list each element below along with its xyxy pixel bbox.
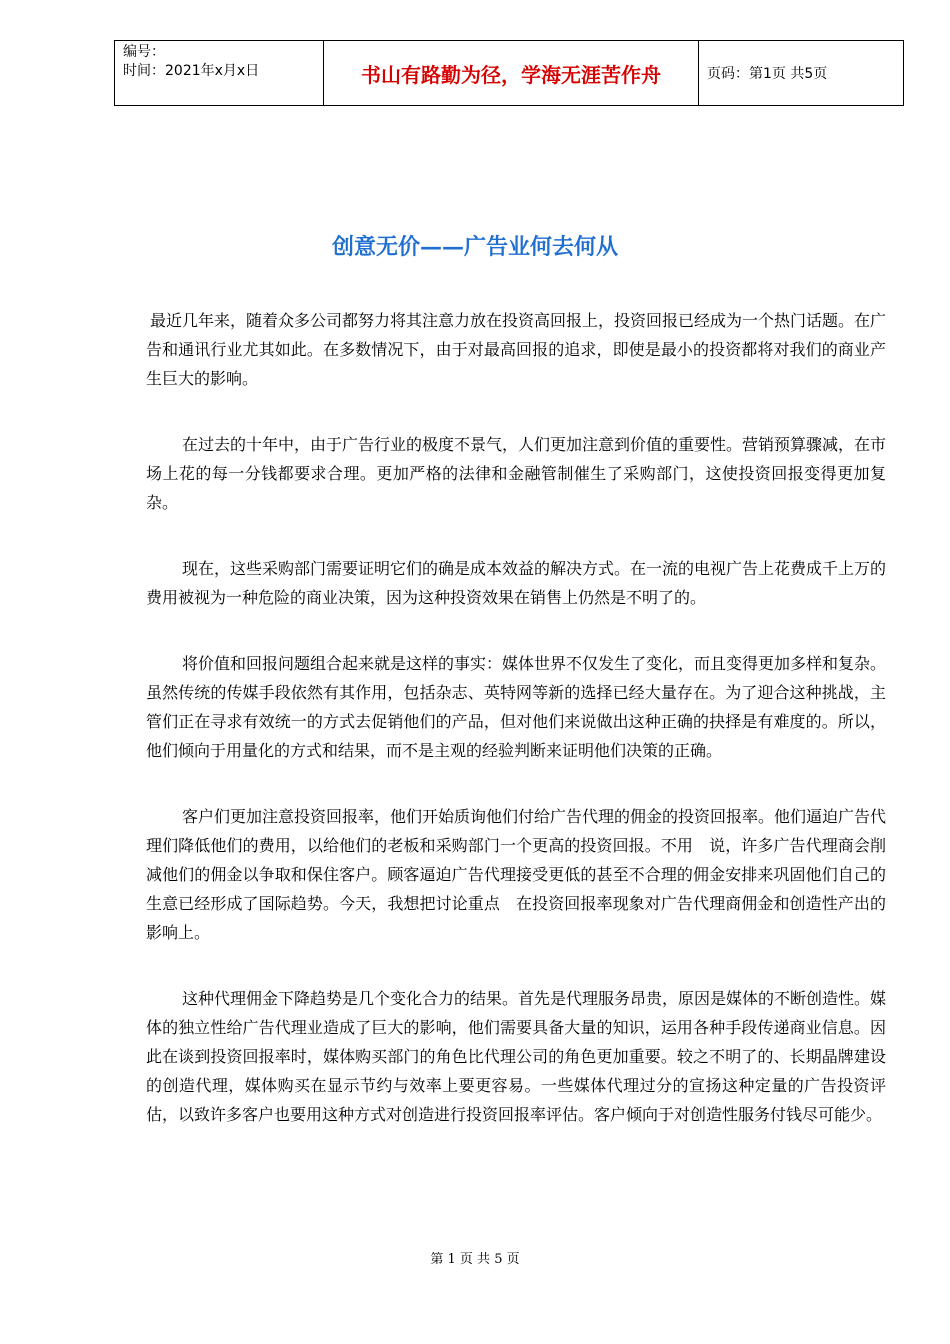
header-table: [114, 40, 904, 106]
document-body: [146, 306, 886, 1166]
paragraph-1: 最近几年来，随着众多公司都努力将其注意力放在投资高回报上，投资回报已经成为一个热门话题。在广告和通讯行业尤其如此。在多数情况下，由于对最高回报的追求，即使是最小的投资都将对我们的商业产生巨大的影响。: [146, 311, 887, 388]
paragraph-5: 客户们更加注意投资回报率，他们开始质询他们付给广告代理的佣金的投资回报率。他们逼迫广告代理们降低他们的费用，以给他们的老板和采购部门一个更高的投资回报。不用 说，许多广告代理商会削减他们的佣金以争取和保住客户。顾客逼迫广告代理接受更低的甚至不合理的佣金安排来巩固他们自己的生意已经形成了国际趋势。今天，我想把讨论重点 在投资回报率现象对广告代理商佣金和创造性产出的影响上。: [146, 807, 887, 942]
paragraph-6: 这种代理佣金下降趋势是几个变化合力的结果。首先是代理服务昂贵，原因是媒体的不断创造性。媒体的独立性给广告代理业造成了巨大的影响，他们需要具备大量的知识，运用各种手段传递商业信息。因此在谈到投资回报率时，媒体购买部门的角色比代理公司的角色更加重要。较之不明了的、长期晶牌建设的创造代理，媒体购买在显示节约与效率上要更容易。一些媒体代理过分的宣扬这种定量的广告投资评估，以致许多客户也要用这种方式对创造进行投资回报率评估。客户倾向于对创造性服务付钱尽可能少。: [146, 989, 887, 1124]
paragraph-3: 现在，这些采购部门需要证明它们的确是成本效益的解决方式。在一流的电视广告上花费成千上万的费用被视为一种危险的商业决策，因为这种投资效果在销售上仍然是不明了的。: [146, 559, 887, 607]
time-label: 时间：2021年x月x日: [123, 63, 260, 79]
header-meta-cell: [115, 41, 324, 106]
paragraph-4: 将价值和回报问题组合起来就是这样的事实：媒体世界不仅发生了变化，而且变得更加多样和复杂。虽然传统的传媒手段依然有其作用，包括杂志、英特网等新的选择已经大量存在。为了迎合这种挑战，主管们正在寻求有效统一的方式去促销他们的产品，但对他们来说做出这种正确的抉择是有难度的。所以，他们倾向于用量化的方式和结果，而不是主观的经验判断来证明他们决策的正确。: [146, 654, 887, 760]
page-info: 页码：第1页 共5页: [699, 41, 904, 106]
page-footer: 第 1 页 共 5 页: [430, 1252, 520, 1267]
paragraph-2: 在过去的十年中，由于广告行业的极度不景气，人们更加注意到价值的重要性。营销预算骤减，在市场上花的每一分钱都要求合理。更加严格的法律和金融管制催生了采购部门，这使投资回报变得更加复杂。: [146, 435, 887, 512]
motto: 书山有路勤为径，学海无涯苦作舟: [324, 41, 699, 106]
number-label: 编号：: [123, 44, 165, 60]
document-title: 创意无价——广告业何去何从: [331, 234, 618, 260]
